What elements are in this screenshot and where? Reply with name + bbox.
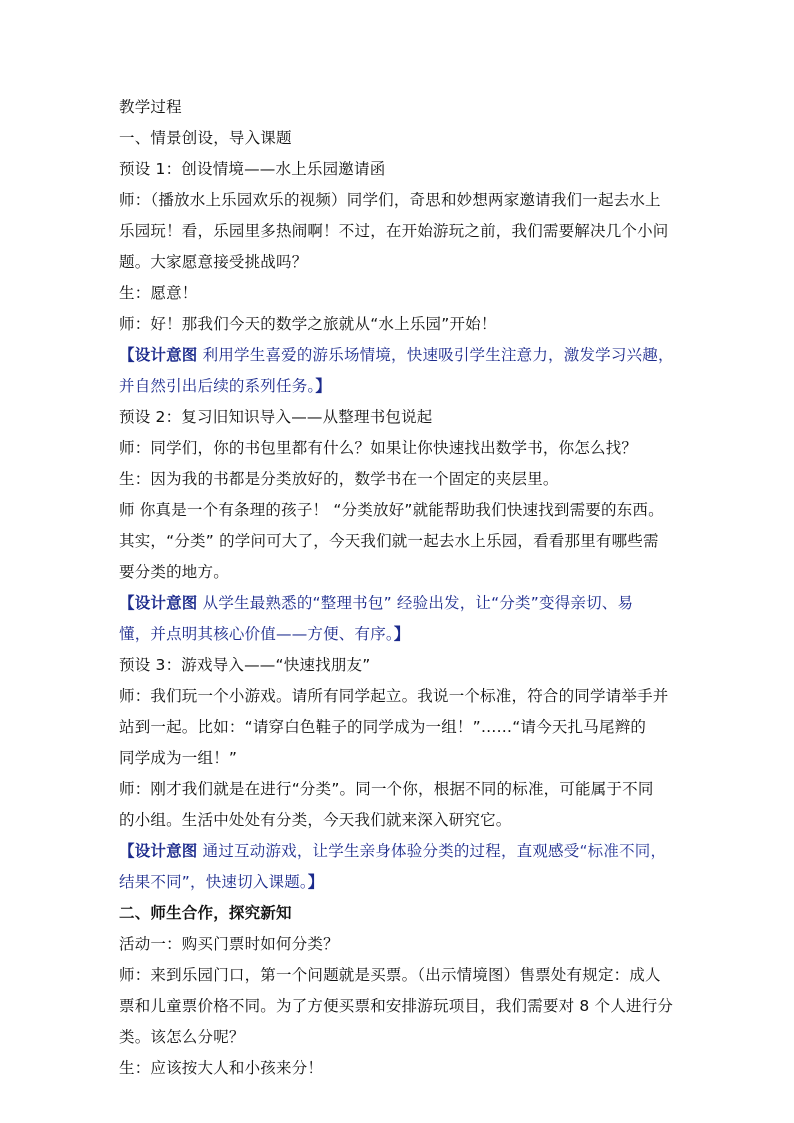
paragraph-line: 题。大家愿意接受挑战吗？ <box>119 253 308 271</box>
design-intent-text: 并自然引出后续的系列任务。 <box>119 377 316 395</box>
design-intent-text: 结果不同”，快速切入课题。 <box>119 873 308 891</box>
section-heading-1: 一、情景创设，导入课题 <box>119 129 292 147</box>
paragraph-line: 类。该怎么分呢？ <box>119 1028 245 1046</box>
design-intent-text: 从学生最熟悉的“整理书包” 经验出发，让“分类”变得亲切、易 <box>197 594 634 612</box>
paragraph-line: 师 你真是一个有条理的孩子！ “分类放好”就能帮助我们快速找到需要的东西。 <box>119 501 664 519</box>
design-intent-close: 】 <box>315 377 332 395</box>
design-intent-tag: 【设计意图 <box>119 842 198 860</box>
design-intent-tag: 【设计意图 <box>119 594 198 612</box>
paragraph-line: 师：（播放水上乐园欢乐的视频）同学们，奇思和妙想两家邀请我们一起去水上 <box>119 191 661 209</box>
paragraph-line: 站到一起。比如：“请穿白色鞋子的同学成为一组！”……“请今天扎马尾辫的 <box>119 718 647 736</box>
paragraph-line: 师：好！那我们今天的数学之旅就从“水上乐园”开始！ <box>119 315 497 333</box>
preset-2-heading: 预设 2：复习旧知识导入——从整理书包说起 <box>119 408 433 426</box>
design-intent-2 <box>119 588 675 619</box>
preset-1-heading: 预设 1：创设情境——水上乐园邀请函 <box>119 160 386 178</box>
paragraph-line: 要分类的地方。 <box>119 563 229 581</box>
document-body <box>119 92 675 1084</box>
paragraph-line: 同学成为一组！” <box>119 749 238 767</box>
design-intent-2-cont <box>119 619 675 650</box>
design-intent-text: 懂，并点明其核心价值——方便、有序。 <box>119 625 394 643</box>
doc-title: 教学过程 <box>119 98 182 116</box>
paragraph-line: 生：因为我的书都是分类放好的，数学书在一个固定的夹层里。 <box>119 470 559 488</box>
paragraph-line: 票和儿童票价格不同。为了方便买票和安排游玩项目，我们需要对 8 个人进行分 <box>119 997 674 1015</box>
paragraph-line: 师：来到乐园门口，第一个问题就是买票。（出示情境图）售票处有规定：成人 <box>119 966 661 984</box>
paragraph-line: 生：应该按大人和小孩来分！ <box>119 1059 324 1077</box>
design-intent-1 <box>119 340 675 371</box>
design-intent-3-cont <box>119 867 675 898</box>
design-intent-3 <box>119 836 675 867</box>
paragraph-line: 师：刚才我们就是在进行“分类”。同一个你，根据不同的标准，可能属于不同 <box>119 780 654 798</box>
paragraph-line: 师：我们玩一个小游戏。请所有同学起立。我说一个标准，符合的同学请举手并 <box>119 687 669 705</box>
design-intent-quote: “标准不同， <box>579 842 667 860</box>
design-intent-close: 】 <box>393 625 410 643</box>
design-intent-text: 利用学生喜爱的游乐场情境，快速吸引学生注意力，激发学习兴趣， <box>197 346 674 364</box>
preset-3-heading: 预设 3：游戏导入——“快速找朋友” <box>119 656 371 674</box>
design-intent-1-cont <box>119 371 675 402</box>
design-intent-tag: 【设计意图 <box>119 346 198 364</box>
section-heading-2: 二、师生合作，探究新知 <box>119 904 292 922</box>
paragraph-line: 生：愿意！ <box>119 284 198 302</box>
paragraph-line: 的小组。生活中处处有分类，今天我们就来深入研究它。 <box>119 811 512 829</box>
activity-1-heading: 活动一：购买门票时如何分类？ <box>119 935 339 953</box>
paragraph-line: 乐园玩！看，乐园里多热闹啊！不过，在开始游玩之前，我们需要解决几个小问 <box>119 222 669 240</box>
paragraph-line: 其实，“分类” 的学问可大了，今天我们就一起去水上乐园，看看那里有哪些需 <box>119 532 659 550</box>
paragraph-line: 师：同学们，你的书包里都有什么？如果让你快速找出数学书，你怎么找？ <box>119 439 638 457</box>
design-intent-text: 通过互动游戏，让学生亲身体验分类的过程，直观感受 <box>197 842 580 860</box>
design-intent-close: 】 <box>307 873 324 891</box>
